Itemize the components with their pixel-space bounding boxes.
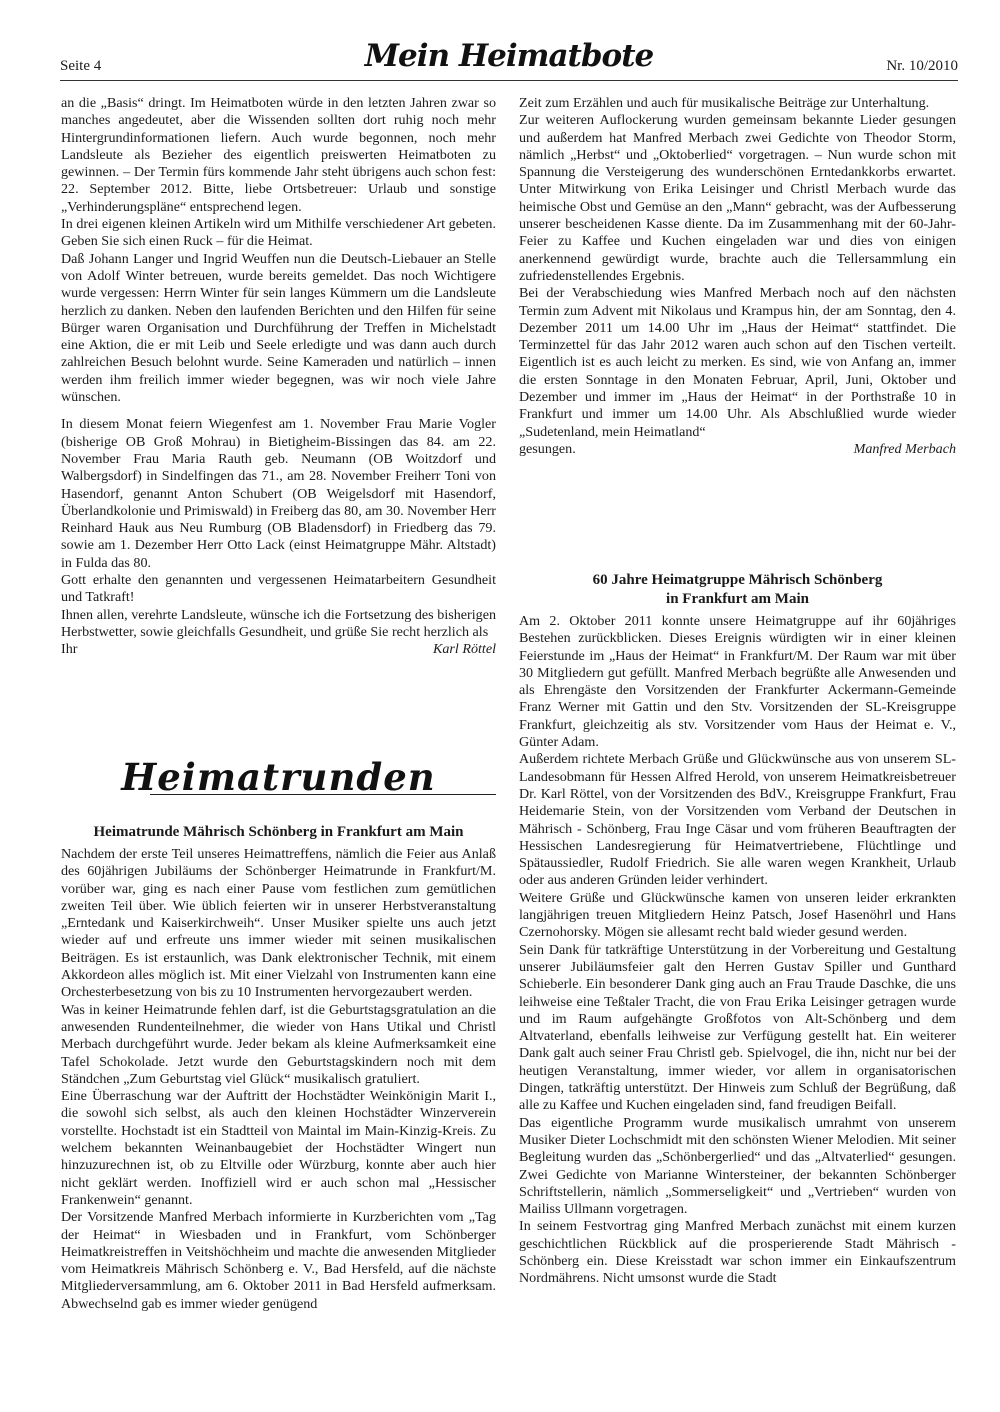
page-number: Seite 4 bbox=[60, 58, 102, 74]
issue-number: Nr. 10/2010 bbox=[886, 58, 958, 74]
paragraph: Was in keiner Heimatrunde fehlen darf, ist die Geburtstagsgratulation an die anwesenden Rundenteilnehmer, die wieder von Hans Utikal und Christl Merbach durchgeführt wurde. Jeder bekam als kleine Aufmerksamkeit eine Tafel Schokolade. Jetzt wurde den Geburtstagskindern noch mit dem Ständchen „Zum Geburtstag viel Glück“ musikalisch gratuliert. bbox=[61, 1001, 496, 1087]
paragraph: Das eigentliche Programm wurde musikalisch umrahmt von unserem Musiker Dieter Lochschmidt mit den schönsten Wiener Melodien. Mit seiner Begleitung wurden das „Schönbergerlied“ und das „Altvaterlied“ gesungen. Zwei Gedichte von Marianne Wintersteiner, der bekannten Schönberger Schriftstellerin, nämlich „Sommerseligkeit“ und „Vertrieben“ wurden von Mailiss Ullmann vorgetragen. bbox=[519, 1114, 956, 1218]
article-title-line2: in Frankfurt am Main bbox=[666, 591, 809, 607]
paragraph: Am 2. Oktober 2011 konnte unsere Heimatgruppe auf ihr 60jähriges Bestehen zurückblicken. Dieses Ereignis würdigten wir in einer kleinen Feierstunde im „Haus der Heimat“ in Frankfurt/M. Der Raum war mit über 30 Mitgliedern gut gefüllt. Manfred Merbach begrüßte alle Anwesenden und als Ehrengäste den Vorsitzenden der Frankfurter Ackermann-Gemeinde Franz Werner mit Gattin und den Stv. Vorsitzenden der SL-Kreisgruppe Frankfurt, gleichzeitig als stv. Vorsitzender vom Haus der Heimat e. V., Günter Adam. bbox=[519, 613, 956, 751]
last-line: gesungen. bbox=[519, 440, 576, 457]
birthday-paragraph: In diesem Monat feiern Wiegenfest am 1. November Frau Marie Vogler (bisherige OB Groß Mohrau) in Bietigheim-Bissingen das 84. am 22. November Frau Maria Rauth geb. Neumann (OB Woitzdorf und Walbergsdorf) in Sindelfingen das 71., am 28. November Freiherr Toni von Hasendorf, genannt Anton Schubert (OB Weigelsdorf mit Hasendorf, Überlandkolonie und Primiswald) in Freiberg das 80, am 30. November Herr Reinhard Hauk aus Neu Rumburg (OB Bladensdorf) in Friedberg das 79. sowie am 1. Dezember Herr Otto Lack (einst Heimatgruppe Mähr. Altstadt) in Fulda das 80. bbox=[61, 416, 496, 571]
header-divider bbox=[60, 80, 958, 81]
article-60-jahre bbox=[519, 571, 956, 1288]
signature: Manfred Merbach bbox=[853, 440, 956, 457]
paragraph: Eine Überraschung war der Auftritt der Hochstädter Weinkönigin Marit I., die sowohl sich selbst, als auch den kleinen Hochstädter Winzerverein vorstellte. Hochstadt ist ein Stadtteil von Maintal im Main-Kinzig-Kreis. Zu welchem bekannten Weinanbaugebiet der Hochstädter Wingert nun hinzuzurechnen ist, ob zu Eltville oder Würzburg, konnte aber auch hier nicht geklärt werden. Inoffiziell wird er auch schon mal „Hessischer Frankenwein“ genannt. bbox=[61, 1088, 496, 1208]
article-title: Heimatrunde Mährisch Schönberg in Frankfurt am Main bbox=[93, 824, 464, 840]
right-column bbox=[519, 95, 956, 458]
masthead-logo: Mein Heimatbote bbox=[364, 38, 654, 74]
paragraph: Der Vorsitzende Manfred Merbach informierte in Kurzberichten vom „Tag der Heimat“ in Wiesbaden und in Frankfurt, vom Schönberger Heimatkreistreffen in Veitshöchheim und machte die anwesenden Mitglieder vom Heimatkreis Mährisch Schönberg e. V., Bad Hersfeld, auf die nächste Mitgliederversammlung, am 6. Oktober 2011 in Bad Hersfeld aufmerksam. Abwechselnd gab es immer wieder genügend bbox=[61, 1209, 496, 1312]
page-header bbox=[60, 38, 958, 88]
article-heimatrunde bbox=[61, 823, 496, 1313]
signature-row bbox=[61, 641, 496, 658]
paragraph: Ihnen allen, verehrte Landsleute, wünsche ich die Fortsetzung des bisherigen Herbstwetter, sowie gleichfalls Gesundheit, und grüße Sie recht herzlich als bbox=[61, 606, 496, 640]
sign-prefix: Ihr bbox=[61, 641, 78, 658]
paragraph: Außerdem richtete Merbach Grüße und Glückwünsche aus von unserem SL-Landesobmann für Hessen Alfred Herold, von unserem Heimatkreisbetreuer Dr. Karl Röttel, von der Vorsitzenden des BdV., Kreisgruppe Frankfurt, Frau Heidemarie Stein, von der Vorsitzenden vom Verband der Deutschen in Mährisch - Schönberg, Frau Inge Cäsar und vom früheren Beauftragten der Hessischen Landesregierung für Heimatvertriebene, Flüchtlinge und Spätaussiedler, Rudolf Friedrich. Sie alle waren wegen Krankheit, Urlaub oder aus anderen Gründen leider verhindert. bbox=[519, 751, 956, 889]
paragraph: In drei eigenen kleinen Artikeln wird um Mithilfe verschiedener Art gebeten. Geben Sie sich einen Ruck – für die Heimat. bbox=[61, 216, 496, 250]
paragraph: Nachdem der erste Teil unseres Heimattreffens, nämlich die Feier aus Anlaß des 60jährigen Jubiläums der Schönberger Heimatrunde in Frankfurt/M. vorüber war, ging es nach einer Pause vom festlichen zum gemütlichen zweiten Teil über. Wie üblich feierten wir in unserer Herbstveranstaltung „Erntedank und Kaiserkirchweih“. Unser Musiker spielte uns auch jetzt wieder auf und erfreute uns immer wieder mit seinen musikalischen Beiträgen. Es ist erstaunlich, was Dank elektronischer Technik, mit einem Akkordeon alles möglich ist. Mit einer Vielzahl von Instrumenten kann eine Orchesterbesetzung von bis zu 10 Instrumenten hervorgezaubert werden. bbox=[61, 846, 496, 1001]
paragraph: Zeit zum Erzählen und auch für musikalische Beiträge zur Unterhaltung. bbox=[519, 95, 930, 111]
paragraph: an die „Basis“ dringt. Im Heimatboten würde in den letzten Jahren zwar so manches angedeutet, aber die Wissenden sollten dort ruhig noch mehr Hintergrundinformationen liefern. Auch wurde begonnen, noch mehr Landsleute als Bezieher des eigentlich preiswerten Heimatboten zu gewinnen. – Der Termin fürs kommende Jahr steht übrigens auch schon fest: 22. September 2012. Bitte, liebe Ortsbetreuer: Urlaub und sonstige „Verhinderungspläne“ entsprechend legen. bbox=[61, 95, 496, 215]
signature-row bbox=[519, 441, 956, 458]
paragraph: Zur weiteren Auflockerung wurden gemeinsam bekannte Lieder gesungen und außerdem hat Manfred Merbach zwei Gedichte von Theodor Storm, nämlich „Herbst“ und „Oktoberlied“ vorgetragen. – Nun wurde schon mit Spannung die Versteigerung des wunderschönen Erntedankkorbs erwartet. Unter Mitwirkung von Erika Leisinger und Christl Merbach wurde das heimische Obst und Gemüse an den „Mann“ gebracht, was der Aufbesserung unserer bescheidenen Kasse diente. Da im Zusammenhang mit der 60-Jahr-Feier zu Kaffee und Kuchen eingeladen war und dies von einigen anerkennend gewürdigt wurde, brachte auch die Tellersammlung ein zufriedenstellendes Ergebnis. bbox=[519, 112, 956, 284]
section-title: Heimatrunden bbox=[121, 755, 436, 799]
left-column bbox=[61, 95, 496, 659]
section-title-underline bbox=[150, 794, 496, 795]
paragraph: Sein Dank für tatkräftige Unterstützung in der Vorbereitung und Gestaltung unserer Jubiläumsfeier galt den Herren Gustav Spiller und Gunthard Schieberle. Ein besonderer Dank ging auch an Frau Traude Daschke, die uns leihweise eine Teßtaler Tracht, die von Frau Erika Leisinger getragen wurde und im Raum aufgehängte Großfotos von Alt-Schönberg und dem Altvaterland, ebenfalls leihweise zur Verfügung gestellt hat. Ein weiterer Dank galt auch seiner Frau Christl geb. Spielvogel, die ihn, nicht nur bei der heutigen Veranstaltung, immer wieder, vor allem in organisatorischen Dingen, tatkräftig unterstützt. Der Hinweis zum Schluß der Begrüßung, daß alle zu Kaffee und Kuchen eingeladen sind, fand freudigen Beifall. bbox=[519, 941, 956, 1114]
paragraph: Bei der Verabschiedung wies Manfred Merbach noch auf den nächsten Termin zum Advent mit Nikolaus und Krampus hin, der am Sonntag, den 4. Dezember 2011 um 14.00 Uhr im „Haus der Heimat“ stattfindet. Die Terminzettel für das Jahr 2012 waren auch schon auf den Tischen verteilt. Eigentlich ist es auch leicht zu merken. Es sind, wie von Anfang an, immer die ersten Sonntage in den Monaten Februar, April, Juni, Oktober und Dezember und immer im „Haus der Heimat“ in der Porthstraße 10 in Frankfurt und immer um 14.00 Uhr. Als Abschlußlied wurde wieder „Sudetenland, mein Heimatland“ bbox=[519, 285, 956, 440]
paragraph: Weitere Grüße und Glückwünsche kamen von unseren leider erkrankten langjährigen treuen Mitgliedern Heinz Patsch, Josef Hasenöhrl und Hans Czernohorsky. Mögen sie allesamt recht bald wieder gesund werden. bbox=[519, 889, 956, 941]
paragraph: Gott erhalte den genannten und vergessenen Heimatarbeitern Gesundheit und Tatkraft! bbox=[61, 572, 496, 606]
article-title bbox=[519, 571, 956, 609]
article-title-line1: 60 Jahre Heimatgruppe Mährisch Schönberg bbox=[592, 572, 883, 588]
paragraph: In seinem Festvortrag ging Manfred Merbach zunächst mit einem kurzen geschichtlichen Rückblick auf die prosperierende Stadt Mährisch - Schönberg ein. Diese Kreisstadt war schon immer ein Einkaufszentrum Nordmährens. Nicht umsonst wurde die Stadt bbox=[519, 1218, 956, 1287]
signature: Karl Röttel bbox=[432, 641, 496, 658]
paragraph: Daß Johann Langer und Ingrid Weuffen nun die Deutsch-Liebauer an Stelle von Adolf Winter betreuen, wurde bereits gemeldet. Das noch Wichtigere wurde vergessen: Herrn Winter für sein langes Kümmern um die Landsleute herzlich zu danken. Neben den laufenden Berichten und den Hilfen für seine Bürger waren Organisation und Durchführung der Treffen in Michelstadt eine Aktion, die er mit Leib und Seele erledigte und was dann auch durch zahlreichen Besuch belohnt wurde. Seine Kameraden und natürlich – innen werden ihm freilich immer wieder begegnen, was wir noch viele Jahre wünschen. bbox=[61, 250, 496, 406]
